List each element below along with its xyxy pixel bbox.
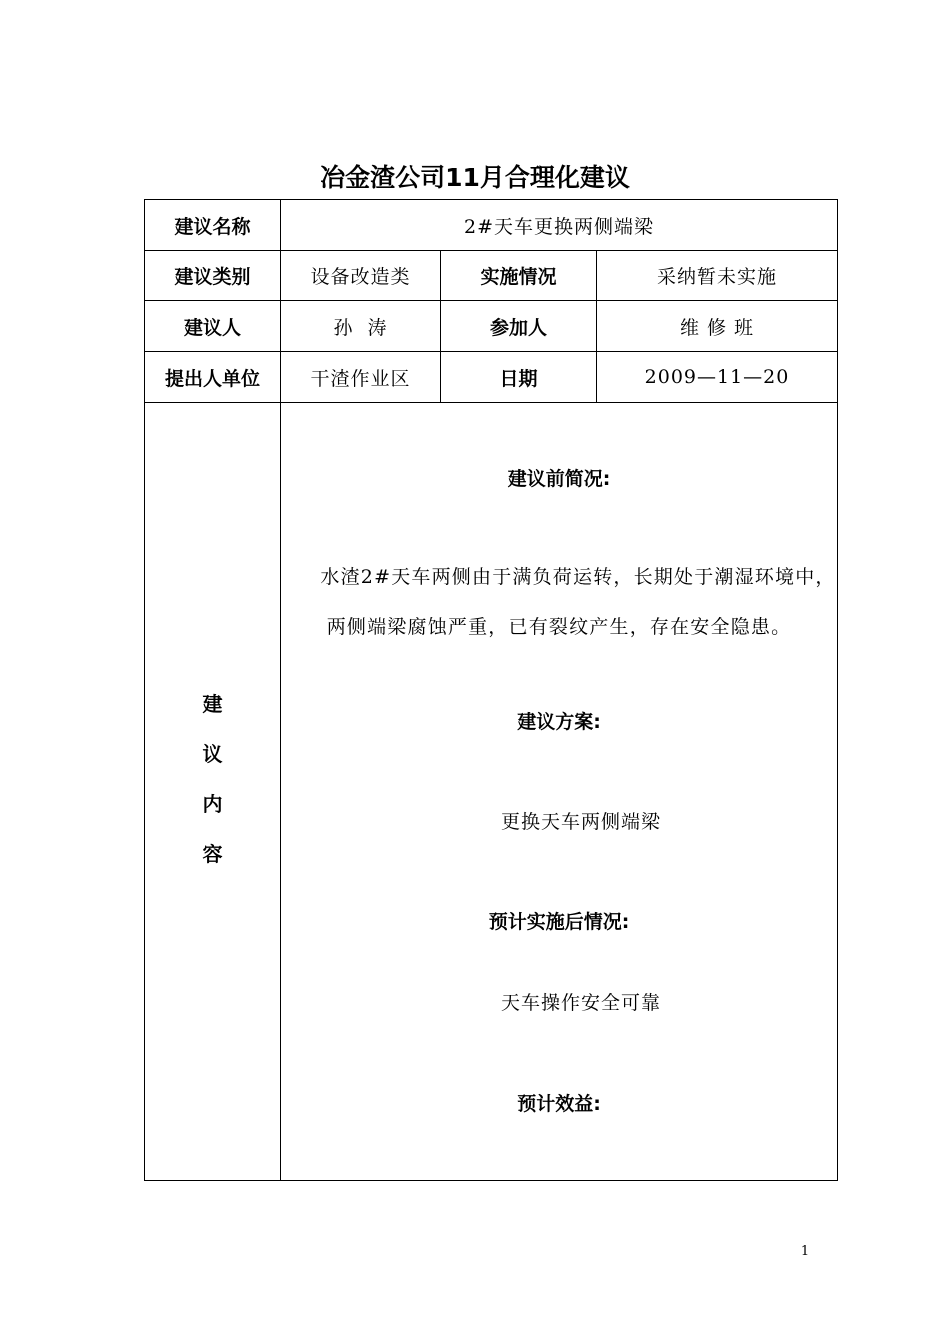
after-text: 天车操作安全可靠 [500, 992, 661, 1014]
after-heading: 预计实施后情况: [488, 911, 630, 933]
content-label-char: 容 [202, 841, 223, 866]
content-label [145, 403, 281, 1181]
row-unit-date [145, 352, 838, 403]
date-value: 2009—11—20 [597, 352, 838, 403]
category-label: 建议类别 [145, 251, 281, 301]
document-title: 冶金渣公司11月合理化建议 [320, 163, 630, 192]
status-label: 实施情况 [441, 251, 597, 301]
unit-value: 干渣作业区 [281, 352, 441, 403]
date-label: 日期 [441, 352, 597, 403]
plan-heading: 建议方案: [517, 711, 601, 733]
row-proposer-participant [145, 301, 838, 352]
page-number: 1 [800, 1244, 810, 1259]
plan-text: 更换天车两侧端梁 [500, 811, 661, 833]
content-label-char: 议 [202, 741, 223, 766]
proposal-form-table [144, 199, 838, 1181]
participant-label: 参加人 [441, 301, 597, 352]
row-proposal-name [145, 200, 838, 251]
proposer-label: 建议人 [145, 301, 281, 352]
content-label-char: 内 [202, 791, 223, 816]
row-category-status [145, 251, 838, 301]
unit-label: 提出人单位 [145, 352, 281, 403]
before-heading: 建议前简况: [507, 468, 611, 490]
proposer-value: 孙 涛 [281, 301, 441, 352]
row-content [145, 403, 838, 1181]
status-value: 采纳暂未实施 [597, 251, 838, 301]
content-body [281, 403, 838, 1181]
category-value: 设备改造类 [281, 251, 441, 301]
proposal-name-value: 2#天车更换两侧端梁 [281, 200, 838, 251]
participant-value: 维 修 班 [597, 301, 838, 352]
benefit-heading: 预计效益: [517, 1093, 601, 1115]
before-text: 水渣2#天车两侧由于满负荷运转，长期处于潮湿环境中，两侧端梁腐蚀严重，已有裂纹产生，存在安全隐患。 [320, 566, 836, 638]
content-label-char: 建 [202, 691, 223, 716]
proposal-name-label: 建议名称 [145, 200, 281, 251]
